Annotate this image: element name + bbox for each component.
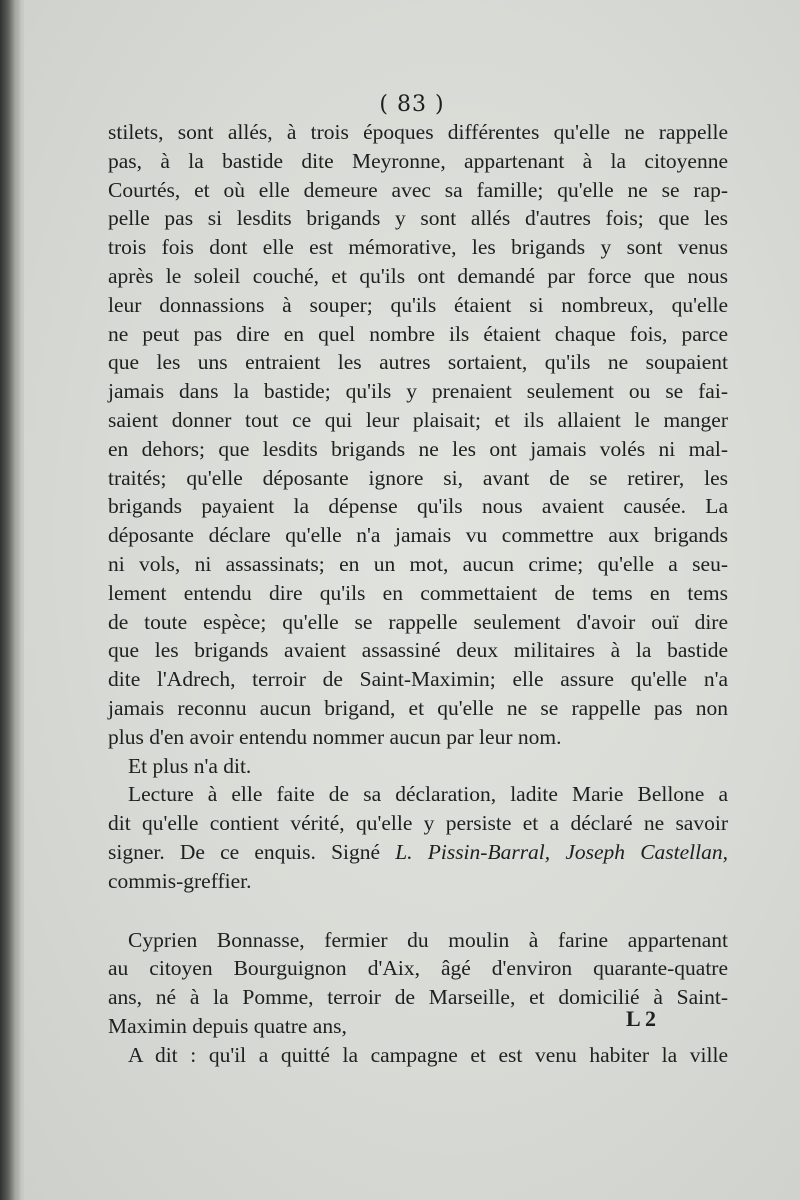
text-line: Lecture à elle faite de sa déclaration, ladite Marie Bellone a bbox=[128, 782, 728, 807]
text-line: lement entendu dire qu'ils en commettaient de tems en tems bbox=[108, 580, 728, 605]
text-line: stilets, sont allés, à trois époques différentes qu'elle ne rappelle bbox=[108, 120, 728, 144]
text-line: leur donnassions à souper; qu'ils étaient si nombreux, qu'elle bbox=[108, 292, 728, 317]
signature-names: L. Pissin-Barral, Joseph Castellan, bbox=[395, 839, 728, 864]
text-line: traités; qu'elle déposante ignore si, avant de se retirer, les bbox=[108, 465, 728, 490]
page-number: ( 83 ) bbox=[379, 92, 445, 117]
text-line: Courtés, et où elle demeure avec sa famille; qu'elle ne se rap- bbox=[108, 177, 728, 202]
text-line: après le soleil couché, et qu'ils ont demandé par force que nous bbox=[108, 263, 728, 288]
text-line: Maximin depuis quatre ans, bbox=[108, 1013, 347, 1038]
signature-mark: L 2 bbox=[626, 1006, 656, 1031]
text-line: brigands payaient la dépense qu'ils nous avaient causée. La bbox=[108, 494, 728, 519]
text-line: de toute espèce; qu'elle se rappelle seulement d'avoir ouï dire bbox=[108, 609, 728, 634]
text-line: dite l'Adrech, terroir de Saint-Maximin; elle assure qu'elle n'a bbox=[108, 667, 728, 692]
text-line: déposante déclare qu'elle n'a jamais vu commettre aux brigands bbox=[108, 523, 728, 548]
text-line: pelle pas si lesdits brigands y sont allés d'autres fois; que les bbox=[108, 206, 728, 231]
text-line: ans, né à la Pomme, terroir de Marseille, et domicilié à Saint- bbox=[108, 985, 728, 1010]
text-line: saient donner tout ce qui leur plaisait; et ils allaient le manger bbox=[108, 407, 728, 432]
text-line: que les uns entraient les autres sortaient, qu'ils ne soupaient bbox=[108, 350, 728, 375]
paragraph-closing-statement bbox=[108, 752, 728, 781]
text-line: pas, à la bastide dite Meyronne, appartenant à la citoyenne bbox=[108, 148, 728, 173]
text-line: Et plus n'a dit. bbox=[128, 753, 252, 778]
paragraph-reading-declaration bbox=[108, 780, 728, 895]
text-segment: signer. De ce enquis. Signé bbox=[108, 839, 381, 864]
text-line: dit qu'elle contient vérité, qu'elle y persiste et a déclaré ne savoir bbox=[108, 811, 728, 836]
text-line: au citoyen Bourguignon d'Aix, âgé d'environ quarante-quatre bbox=[108, 956, 728, 981]
text-line: ni vols, ni assassinats; en un mot, aucun crime; qu'elle a seu- bbox=[108, 551, 728, 576]
text-line: Cyprien Bonnasse, fermier du moulin à farine appartenant bbox=[128, 927, 728, 952]
text-line: plus d'en avoir entendu nommer aucun par leur nom. bbox=[108, 724, 562, 749]
text-line: en dehors; que lesdits brigands ne les ont jamais volés ni mal- bbox=[108, 436, 728, 461]
text-line: jamais dans la bastide; qu'ils y prenaient seulement ou se fai- bbox=[108, 379, 728, 404]
page-text bbox=[108, 118, 728, 1070]
text-line: jamais reconnu aucun brigand, et qu'elle ne se rappelle pas non bbox=[108, 695, 728, 720]
book-spine-shadow bbox=[0, 0, 22, 1200]
text-line: commis-greffier. bbox=[108, 868, 252, 893]
paragraph-witness-testimony bbox=[108, 1041, 728, 1070]
text-line: trois fois dont elle est mémorative, les brigands y sont venus bbox=[108, 235, 728, 260]
text-line-with-signatures bbox=[108, 838, 728, 867]
book-page bbox=[24, 0, 800, 1200]
text-line: A dit : qu'il a quitté la campagne et est venu habiter la ville bbox=[128, 1042, 728, 1067]
text-line: que les brigands avaient assassiné deux militaires à la bastide bbox=[108, 638, 728, 663]
paragraph-gap bbox=[108, 896, 728, 926]
paragraph-testimony-continued bbox=[108, 118, 728, 752]
text-line: ne peut pas dire en quel nombre ils étaient chaque fois, parce bbox=[108, 321, 728, 346]
